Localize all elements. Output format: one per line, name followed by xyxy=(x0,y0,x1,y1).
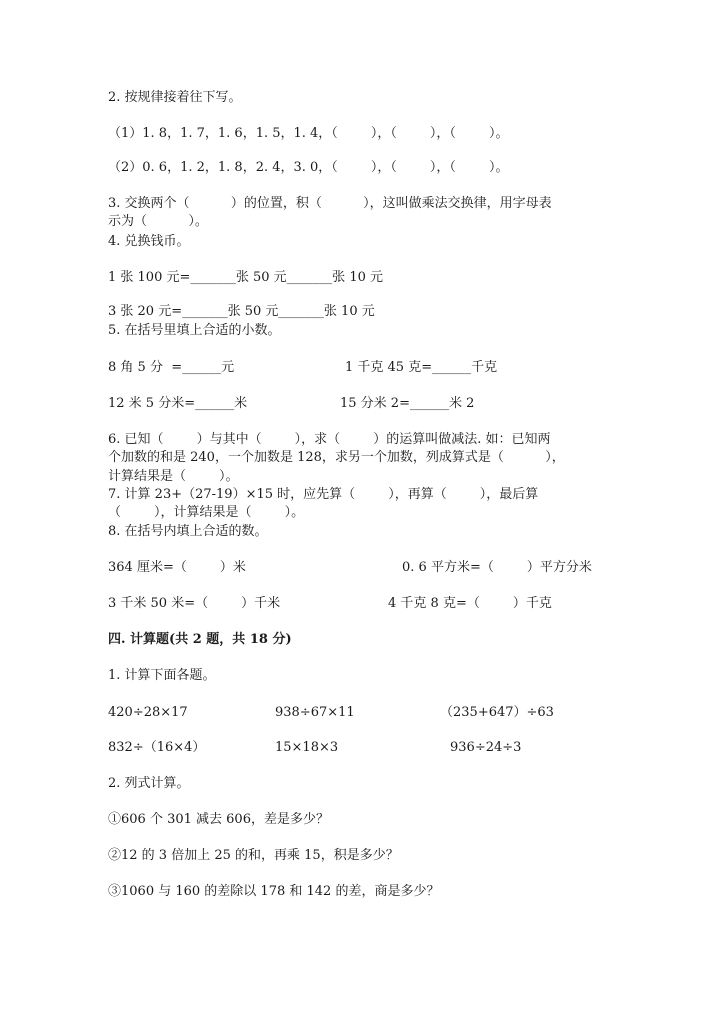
q2-title: 2. 按规律接着往下写。 xyxy=(108,90,242,105)
q4-line-1: 1 张 100 元=_______张 50 元_______张 10 元 xyxy=(108,270,383,285)
q8-r1-left: 364 厘米=（ ）米 xyxy=(108,560,246,575)
calc-item: 15×18×3 xyxy=(275,740,339,755)
p2-title: 2. 列式计算。 xyxy=(108,776,190,791)
q8-r2-left: 3 千米 50 米=（ ）千米 xyxy=(108,596,281,611)
p1-title: 1. 计算下面各题。 xyxy=(108,668,216,683)
q5-r2-right: 15 分米 2=______米 2 xyxy=(340,396,475,411)
q8-r1-right: 0. 6 平方米=（ ）平方分米 xyxy=(402,560,592,575)
calc-item: 832÷（16×4） xyxy=(108,740,206,755)
list-item: ①606 个 301 减去 606，差是多少？ xyxy=(108,812,329,827)
list-item: ③1060 与 160 的差除以 178 和 142 的差，商是多少？ xyxy=(108,884,440,899)
q8-r2-right: 4 千克 8 克=（ ）千克 xyxy=(388,596,552,611)
q2-line-1: （1）1. 8，1. 7，1. 6，1. 5，1. 4，（ ），（ ），（ ）。 xyxy=(108,126,509,141)
section-heading: 四. 计算题(共 2 题，共 18 分) xyxy=(108,632,292,647)
q5-r1-left: 8 角 5 分 =______元 xyxy=(108,360,235,375)
q5-r1-right: 1 千克 45 克=______千克 xyxy=(345,360,498,375)
calc-item: 420÷28×17 xyxy=(108,705,188,720)
q7-line-1: 7. 计算 23+（27-19）×15 时，应先算（ ），再算（ ），最后算 xyxy=(108,487,539,502)
calc-item: （235+647）÷63 xyxy=(440,705,554,720)
q8-title: 8. 在括号内填上合适的数。 xyxy=(108,524,268,539)
q5-title: 5. 在括号里填上合适的小数。 xyxy=(108,323,281,338)
q6-line-1: 6. 已知（ ）与其中（ ），求（ ）的运算叫做减法. 如：已知两 xyxy=(108,432,551,447)
q7-line-2: （ ），计算结果是（ ）。 xyxy=(108,505,305,520)
q5-r2-left: 12 米 5 分米=______米 xyxy=(108,396,248,411)
q4-title: 4. 兑换钱币。 xyxy=(108,234,190,249)
q6-line-3: 计算结果是（ ）。 xyxy=(108,469,239,484)
calc-item: 938÷67×11 xyxy=(275,705,355,720)
q3-line-1: 3. 交换两个（ ）的位置，积（ ），这叫做乘法交换律，用字母表 xyxy=(108,196,552,211)
calc-item: 936÷24÷3 xyxy=(450,740,522,755)
q4-line-2: 3 张 20 元=_______张 50 元_______张 10 元 xyxy=(108,304,375,319)
q2-line-2: （2）0. 6，1. 2，1. 8，2. 4，3. 0，（ ），（ ），（ ）。 xyxy=(108,160,509,175)
q3-line-2: 示为（ ）。 xyxy=(108,214,208,229)
list-item: ②12 的 3 倍加上 25 的和，再乘 15，积是多少？ xyxy=(108,848,399,863)
q6-line-2: 个加数的和是 240，一个加数是 128，求另一个加数，列成算式是（ ）， xyxy=(108,450,565,465)
